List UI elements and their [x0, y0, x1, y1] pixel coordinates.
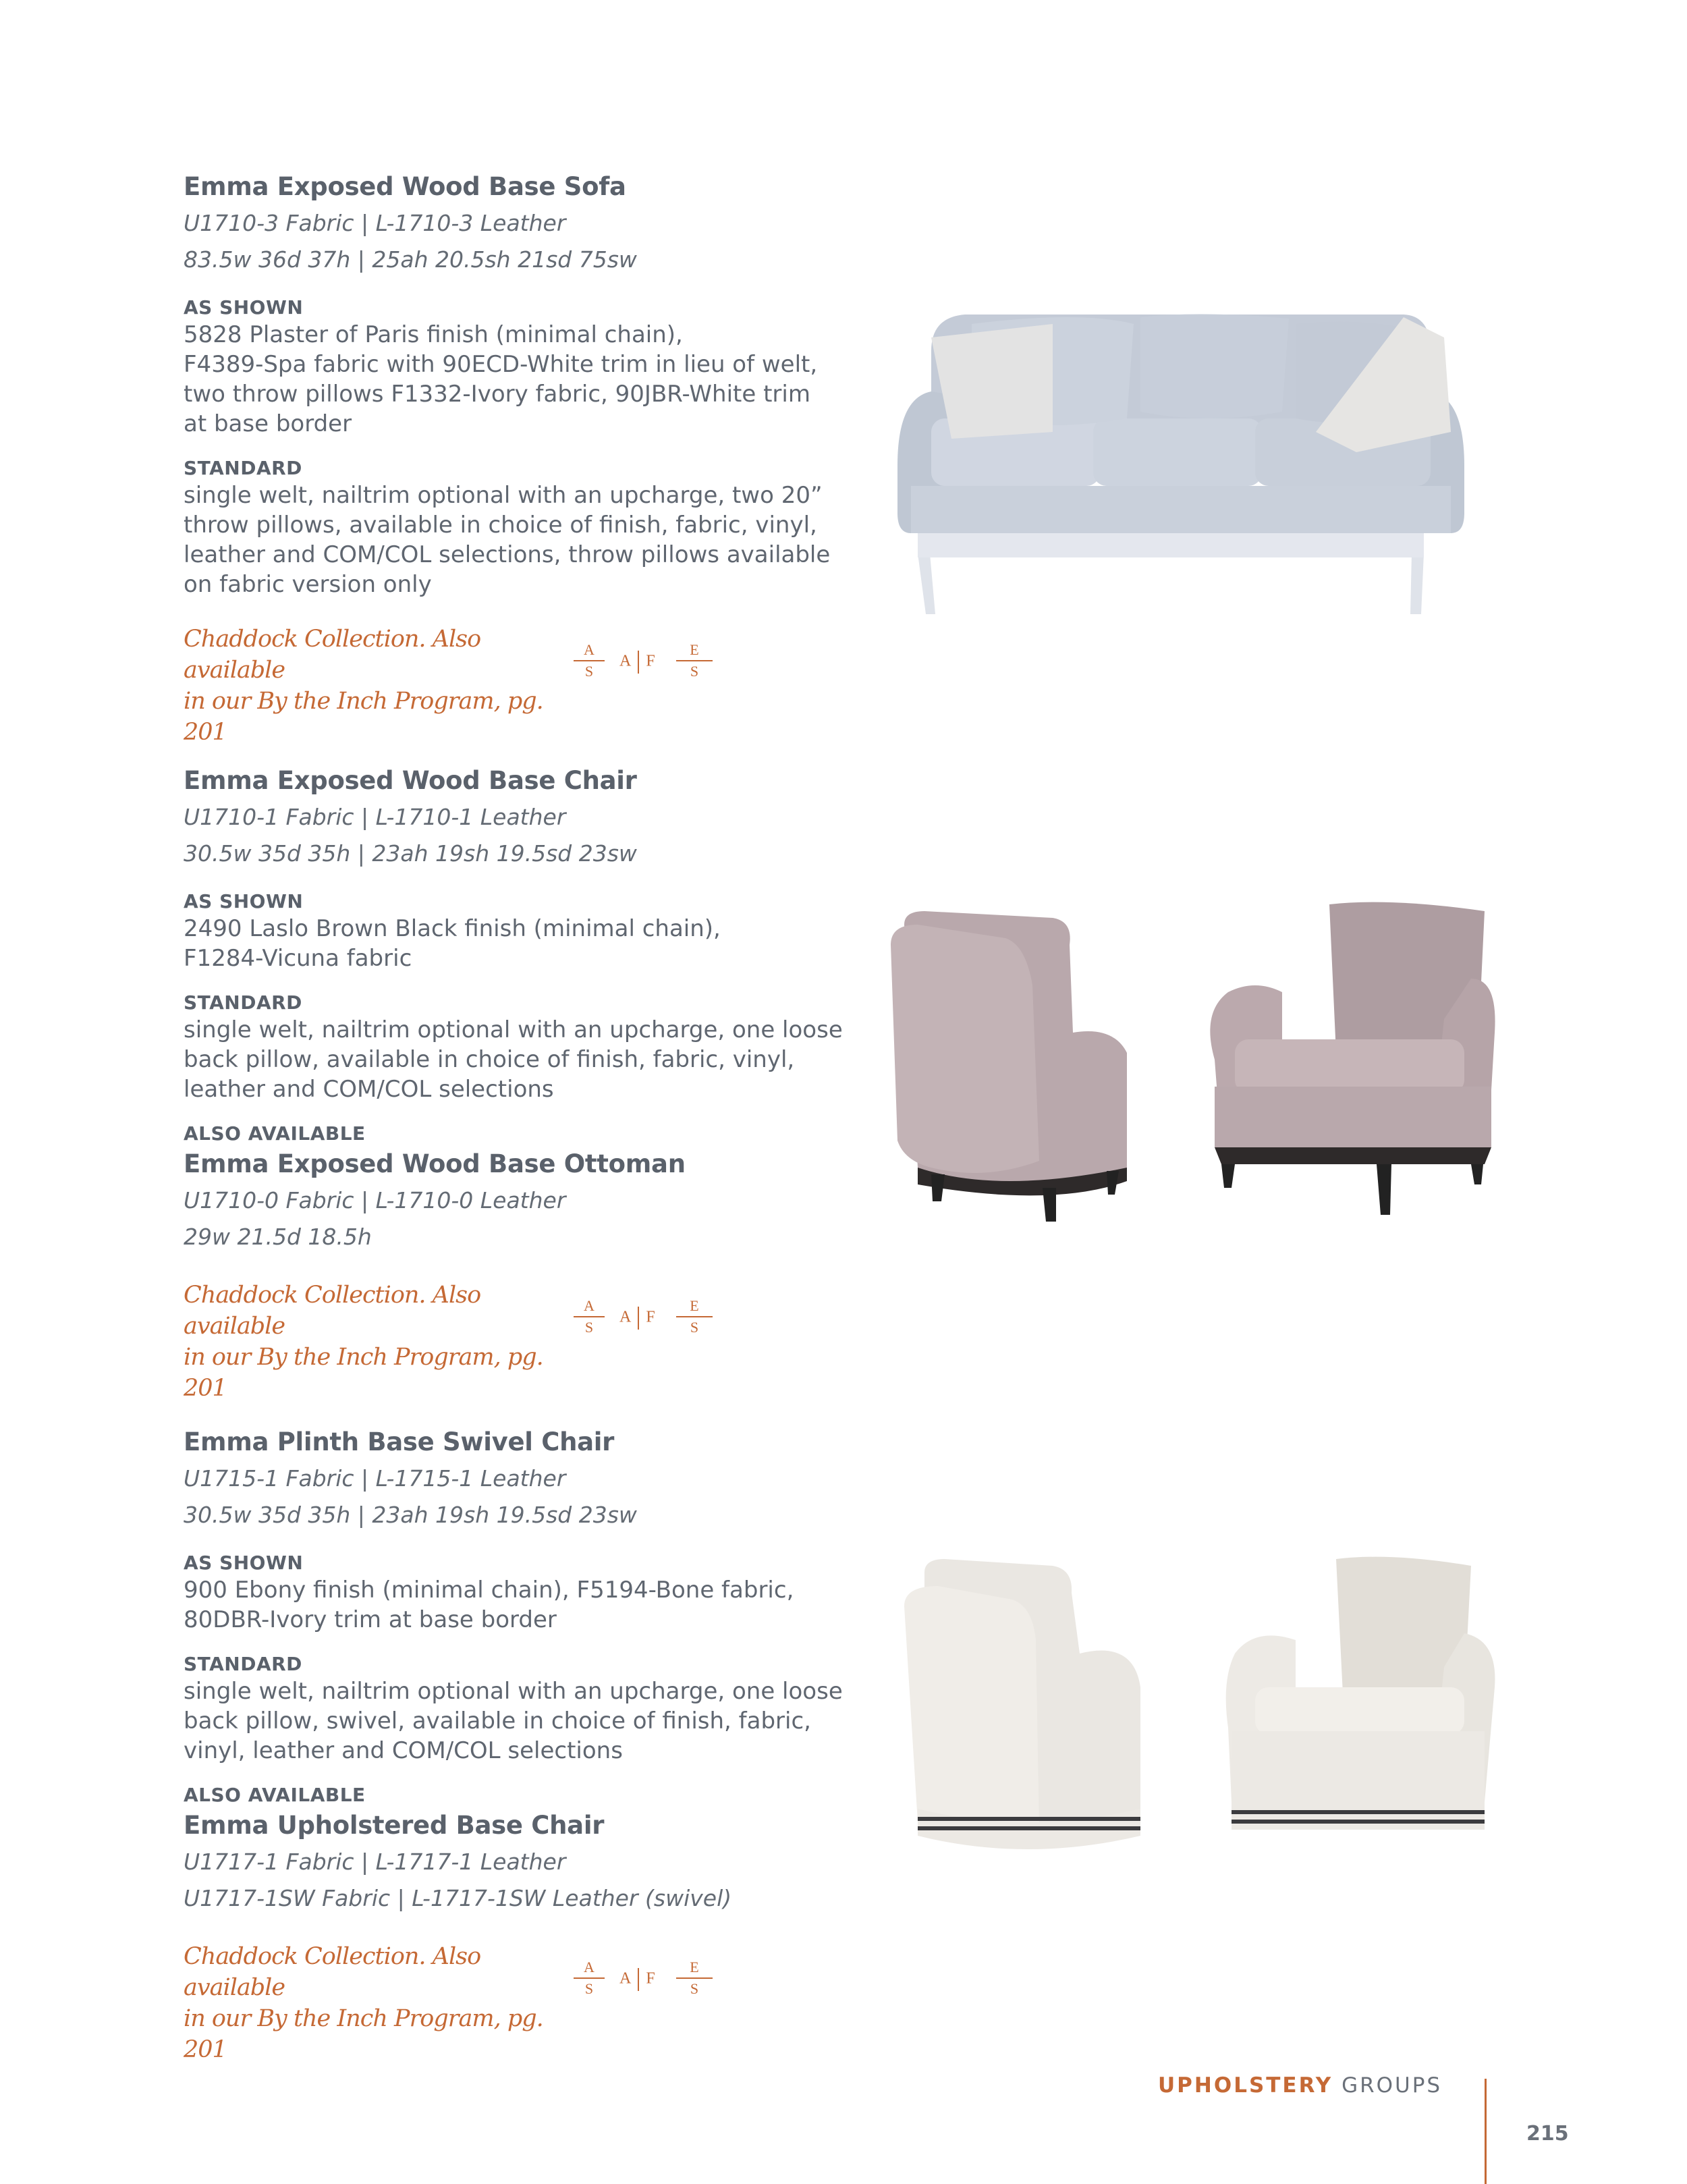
- es-mark-icon: E S: [676, 641, 713, 680]
- category-primary: UPHOLSTERY: [1158, 2073, 1333, 2098]
- collection-note: [184, 1280, 885, 1402]
- es-mark-icon: E S: [676, 1959, 713, 1998]
- note-line: Chaddock Collection. Also available: [184, 1282, 481, 1340]
- standard-line: leather and COM/COL selections, throw pillows available: [184, 541, 831, 568]
- collection-note: [184, 624, 885, 746]
- product-sku: U1710-1 Fabric | L-1710-1 Leather: [184, 804, 566, 830]
- product-dims: 30.5w 35d 35h | 23ah 19sh 19.5sd 23sw: [184, 1502, 637, 1528]
- standard-line: vinyl, leather and COM/COL selections: [184, 1737, 623, 1764]
- product-sku: U1715-1 Fabric | L-1715-1 Leather: [184, 1465, 566, 1492]
- as-mark-icon: A S: [574, 1959, 605, 1998]
- also-title: Emma Exposed Wood Base Ottoman: [184, 1149, 686, 1178]
- note-line: in our By the Inch Program, pg. 201: [184, 1344, 543, 1402]
- standard-label: STANDARD: [184, 457, 302, 479]
- standard-label: STANDARD: [184, 1653, 302, 1675]
- also-sku: U1717-1 Fabric | L-1717-1 Leather: [184, 1849, 566, 1875]
- as-mark-icon: A S: [574, 641, 605, 680]
- swivel-chair-pair-image: [891, 1552, 1498, 1863]
- as-shown-line: two throw pillows F1332-Ivory fabric, 90JBR-White trim: [184, 381, 810, 408]
- footer-category: [1158, 2073, 1442, 2098]
- also-available-label: ALSO AVAILABLE: [184, 1784, 366, 1806]
- es-mark-icon: E S: [676, 1297, 713, 1336]
- category-secondary: GROUPS: [1333, 2073, 1443, 2098]
- footer-divider: [1485, 2079, 1487, 2184]
- finish-marks: [574, 1297, 736, 1351]
- chair-pair-image: [877, 898, 1498, 1235]
- as-shown-line: 900 Ebony finish (minimal chain), F5194-Bone fabric,: [184, 1577, 794, 1604]
- product-dims: 30.5w 35d 35h | 23ah 19sh 19.5sd 23sw: [184, 840, 637, 867]
- also-sku: U1710-0 Fabric | L-1710-0 Leather: [184, 1187, 566, 1213]
- as-shown-line: 5828 Plaster of Paris finish (minimal chain),: [184, 321, 683, 348]
- also-sku: 29w 21.5d 18.5h: [184, 1224, 372, 1250]
- also-sku: U1717-1SW Fabric | L-1717-1SW Leather (swivel): [184, 1885, 732, 1911]
- product-title: Emma Exposed Wood Base Sofa: [184, 172, 626, 201]
- product-sofa: [184, 169, 885, 746]
- note-line: in our By the Inch Program, pg. 201: [184, 2005, 543, 2063]
- finish-marks: [574, 1959, 736, 2013]
- product-chair: [184, 763, 885, 1402]
- as-shown-line: 80DBR-Ivory trim at base border: [184, 1606, 557, 1633]
- as-shown-line: F1284-Vicuna fabric: [184, 945, 412, 972]
- as-shown-line: F4389-Spa fabric with 90ECD-White trim in lieu of welt,: [184, 351, 818, 378]
- finish-marks: [574, 641, 736, 695]
- also-title: Emma Upholstered Base Chair: [184, 1811, 605, 1840]
- as-shown-label: AS SHOWN: [184, 1552, 304, 1574]
- product-title: Emma Exposed Wood Base Chair: [184, 766, 637, 795]
- product-sku: U1710-3 Fabric | L-1710-3 Leather: [184, 210, 566, 236]
- product-title: Emma Plinth Base Swivel Chair: [184, 1427, 615, 1456]
- product-swivel-chair: [184, 1424, 885, 2063]
- standard-label: STANDARD: [184, 991, 302, 1014]
- af-mark-icon: A F: [619, 651, 655, 674]
- also-available-label: ALSO AVAILABLE: [184, 1122, 366, 1145]
- standard-line: back pillow, swivel, available in choice of finish, fabric,: [184, 1708, 811, 1735]
- sofa-image: [891, 297, 1471, 621]
- as-shown-line: 2490 Laslo Brown Black finish (minimal chain),: [184, 915, 721, 942]
- note-line: in our By the Inch Program, pg. 201: [184, 688, 543, 746]
- product-dims: 83.5w 36d 37h | 25ah 20.5sh 21sd 75sw: [184, 246, 637, 273]
- standard-line: single welt, nailtrim optional with an upcharge, one loose: [184, 1016, 843, 1043]
- note-line: Chaddock Collection. Also available: [184, 626, 481, 684]
- standard-line: on fabric version only: [184, 571, 432, 598]
- af-mark-icon: A F: [619, 1968, 655, 1991]
- page-number: 215: [1526, 2122, 1569, 2146]
- collection-note: [184, 1941, 885, 2063]
- note-line: Chaddock Collection. Also available: [184, 1943, 481, 2001]
- as-shown-label: AS SHOWN: [184, 890, 304, 912]
- standard-line: single welt, nailtrim optional with an upcharge, one loose: [184, 1678, 843, 1705]
- af-mark-icon: A F: [619, 1307, 655, 1330]
- as-shown-label: AS SHOWN: [184, 296, 304, 319]
- standard-line: throw pillows, available in choice of finish, fabric, vinyl,: [184, 512, 817, 539]
- standard-line: single welt, nailtrim optional with an upcharge, two 20”: [184, 482, 823, 509]
- as-shown-line: at base border: [184, 410, 352, 437]
- standard-line: back pillow, available in choice of finish, fabric, vinyl,: [184, 1046, 795, 1073]
- standard-line: leather and COM/COL selections: [184, 1076, 554, 1103]
- as-mark-icon: A S: [574, 1297, 605, 1336]
